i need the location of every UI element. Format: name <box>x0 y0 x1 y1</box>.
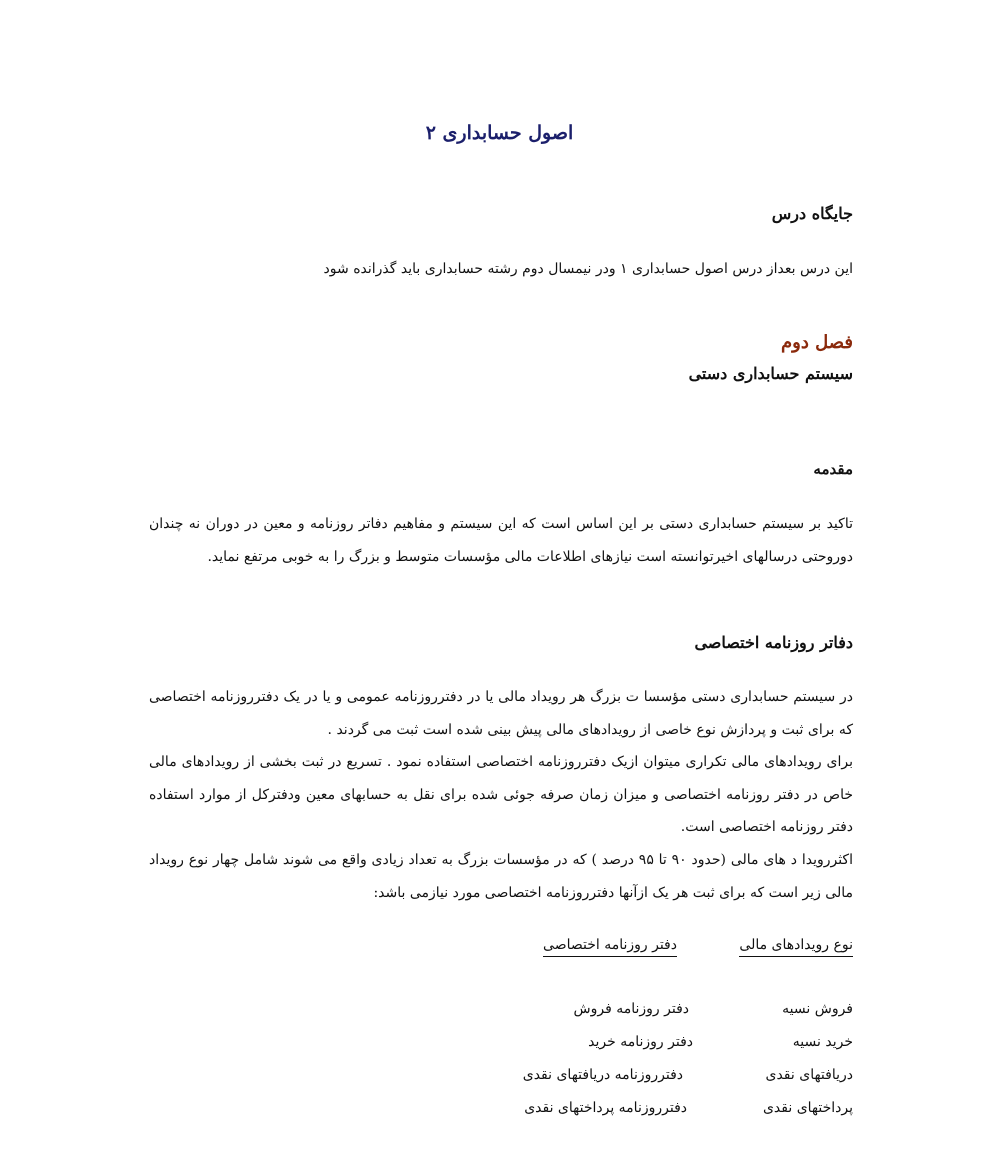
chapter-label: فصل دوم <box>781 332 853 353</box>
table-row <box>149 1067 853 1095</box>
table-row <box>149 1100 853 1128</box>
row-transaction-type: پرداختهای نقدی <box>762 1100 853 1116</box>
journal-types-table <box>149 937 853 1127</box>
paragraph-2: برای رویدادهای مالی تکراری میتوان ازیک دفترروزنامه اختصاصی استفاده نمود . تسریع در ثبت بخشی از رویدادهای مالی خاص در دفتر روزنامه اختصاصی و میزان زمان صرفه جوئی شده برای نقل به حسابهای معین ودفترکل از موارد استفاده دفتر روزنامه اختصاصی است. <box>149 754 853 835</box>
paragraph-1: در سیستم حسابداری دستی مؤسسا ت بزرگ هر رویداد مالی یا در دفترروزنامه عمومی و یا در یک دفترروزنامه اختصاصی که برای ثبت و پردازش نوع خاصی از رویدادهای مالی پیش بینی شده است ثبت می گردند . <box>149 689 853 738</box>
intro-paragraph: تاکید بر سیستم حسابداری دستی بر این اساس است که این سیستم و مفاهیم دفاتر روزنامه و معین در دوران نه چندان دوروحتی درسالهای اخیرتوانسته است نیازهای اطلاعات مالی مؤسسات متوسط و بزرگ را به خوبی مرتفع نماید. <box>149 516 853 565</box>
row-journal-name: دفترروزنامه پرداختهای نقدی <box>524 1100 687 1116</box>
table-row <box>149 1001 853 1029</box>
intro-heading: مقدمه <box>813 460 853 478</box>
course-position-text: این درس بعداز درس اصول حسابداری ۱ ودر نیمسال دوم رشته حسابداری باید گذرانده شود <box>323 261 853 277</box>
document-title: اصول حسابداری ۲ <box>425 122 574 144</box>
row-transaction-type: خرید نسیه <box>792 1034 853 1050</box>
header-transaction-type: نوع رویدادهای مالی <box>739 937 853 957</box>
row-journal-name: دفتر روزنامه خرید <box>588 1034 693 1050</box>
chapter-title: سیستم حسابداری دستی <box>688 364 853 383</box>
special-journals-heading: دفاتر روزنامه اختصاصی <box>694 633 853 652</box>
header-special-journal: دفتر روزنامه اختصاصی <box>543 937 677 957</box>
row-journal-name: دفتر روزنامه فروش <box>573 1001 689 1017</box>
row-transaction-type: فروش نسیه <box>782 1001 853 1017</box>
table-row <box>149 1034 853 1062</box>
row-transaction-type: دریافتهای نقدی <box>765 1067 853 1083</box>
table-header <box>149 937 853 967</box>
paragraph-3: اکثررویدا د های مالی (حدود ۹۰ تا ۹۵ درصد ) که در مؤسسات بزرگ به تعداد زیادی واقع می شوند شامل چهار نوع رویداد مالی زیر است که برای ثبت هر یک ازآنها دفترروزنامه اختصاصی مورد نیازمی باشد: <box>149 852 853 901</box>
course-position-heading: جایگاه درس <box>771 204 853 223</box>
row-journal-name: دفترروزنامه دریافتهای نقدی <box>522 1067 683 1083</box>
